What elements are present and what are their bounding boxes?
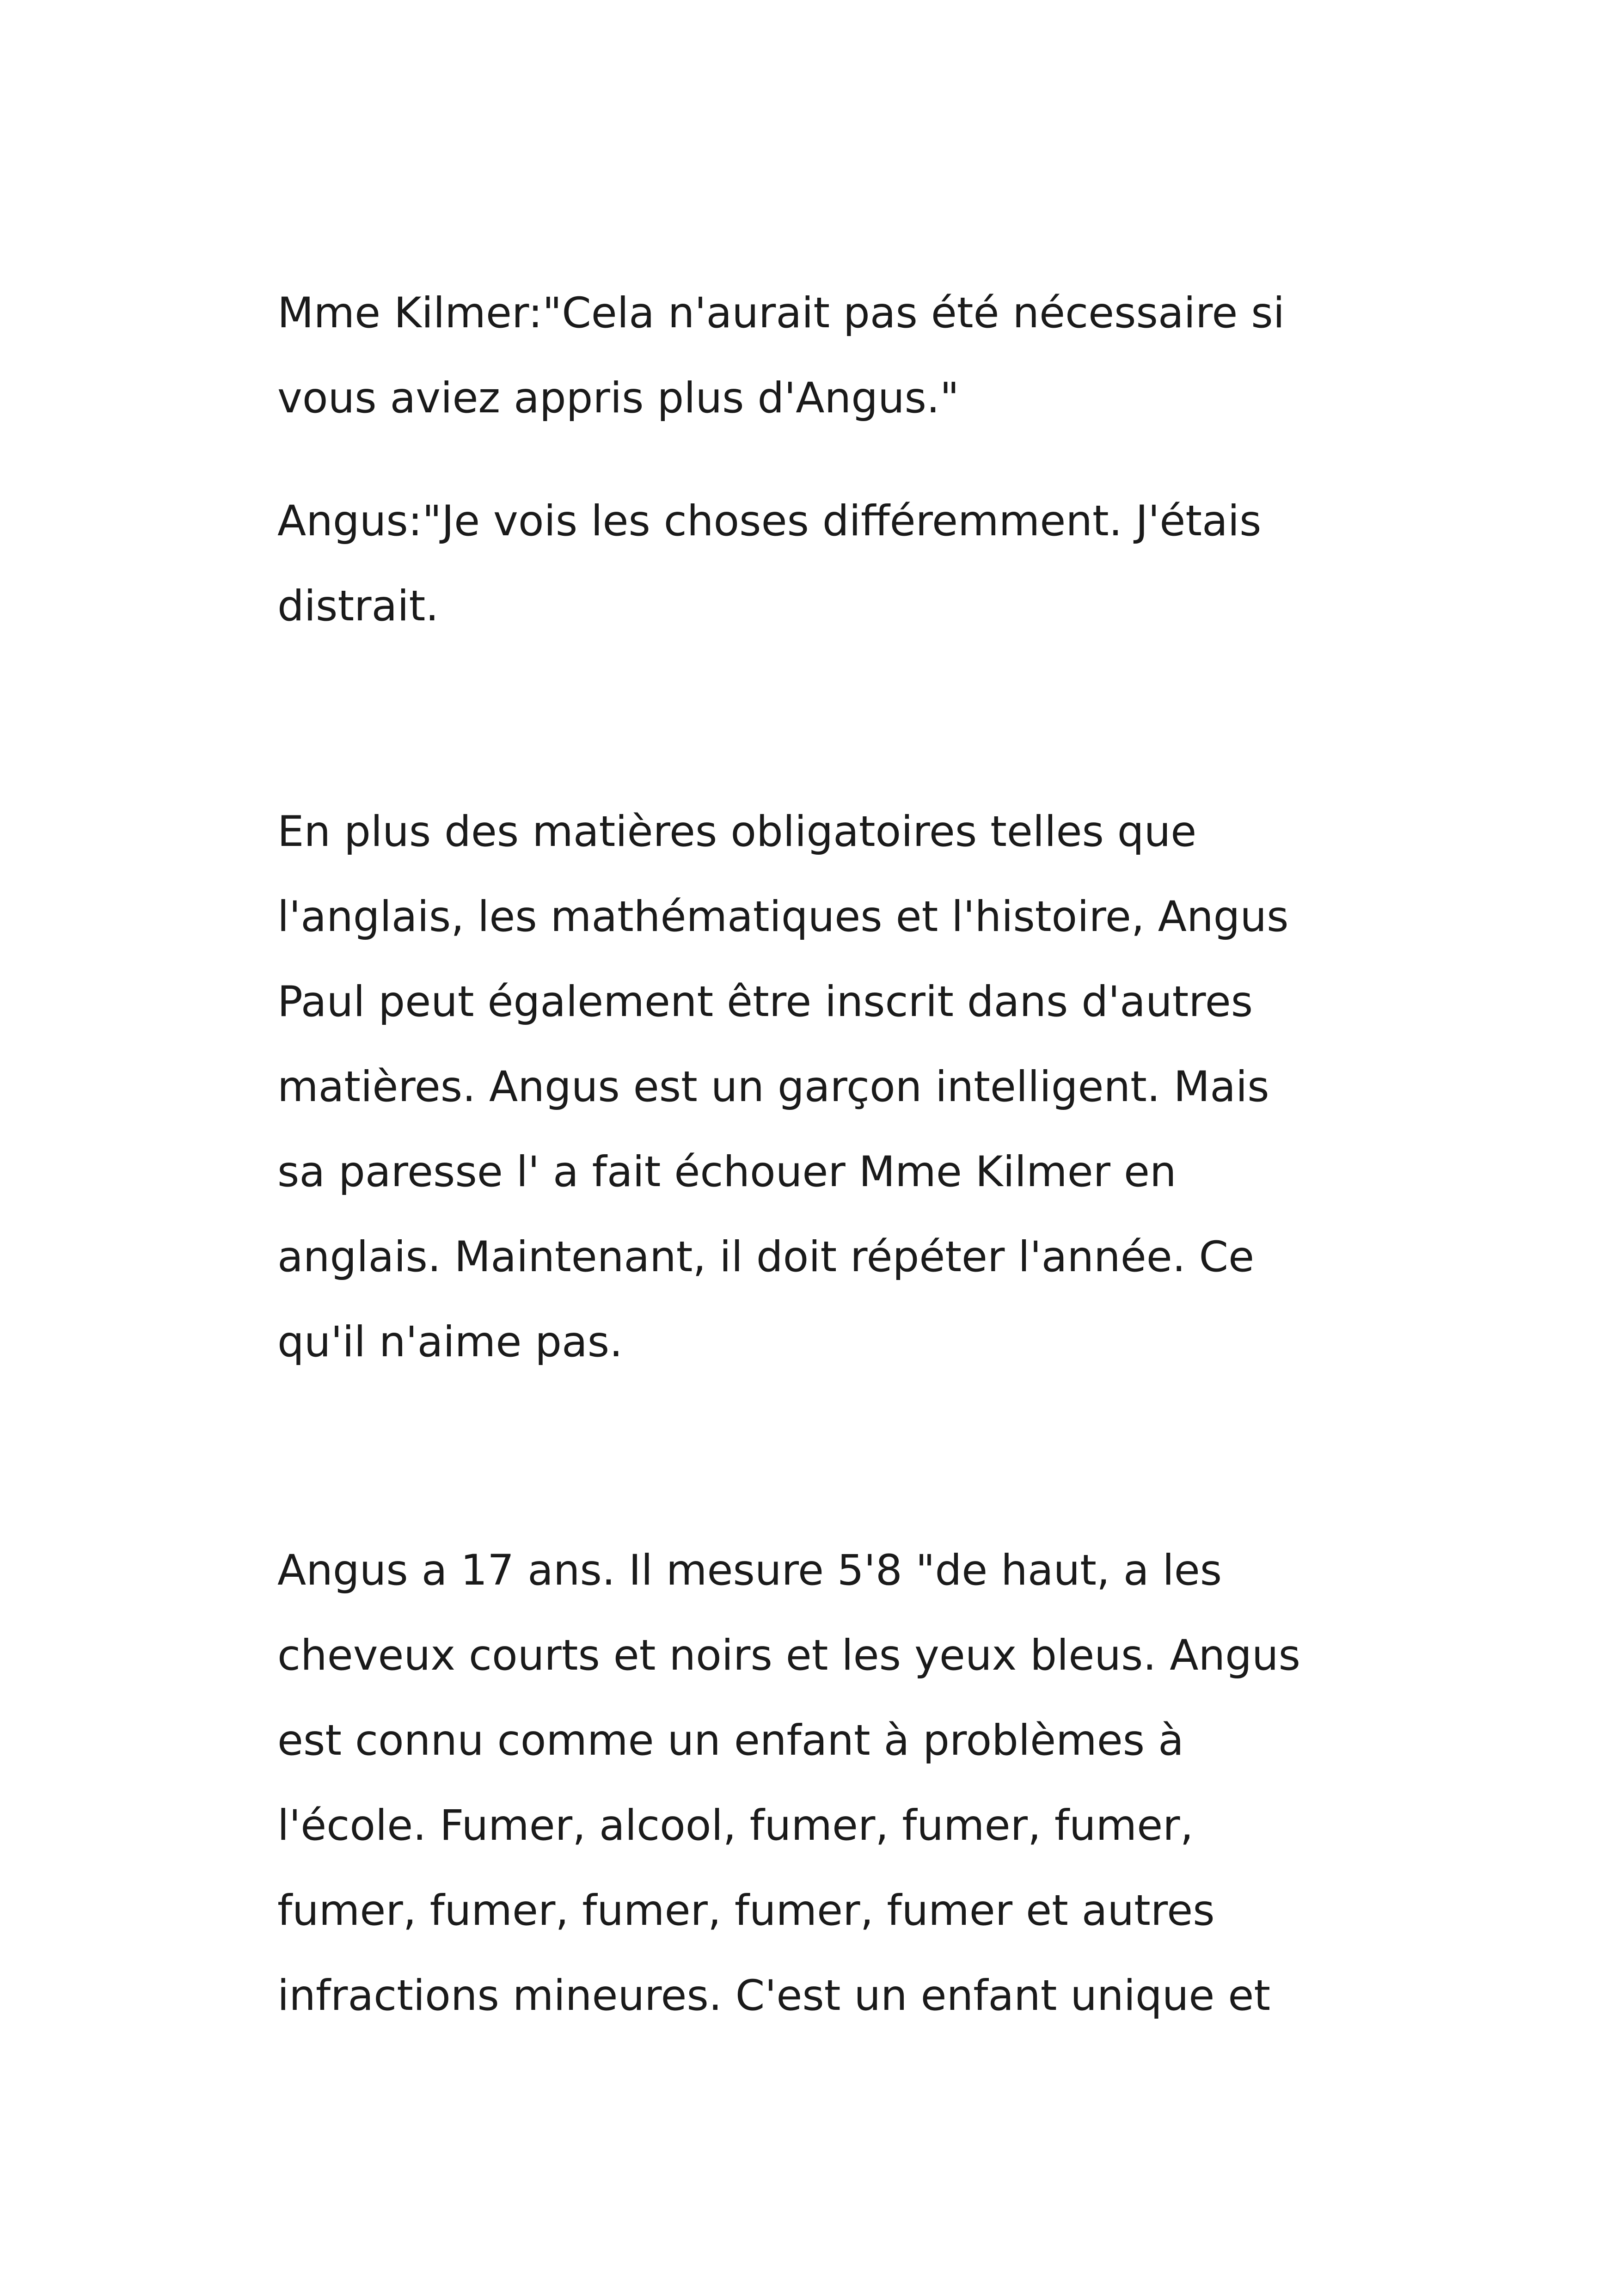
dialogue-paragraph-mme-kilmer — [277, 271, 1387, 441]
text-line: qu'il n'aime pas. — [277, 1318, 623, 1366]
narrative-paragraph-subjects — [277, 790, 1387, 1385]
text-line: sa paresse l' a fait échouer Mme Kilmer en — [277, 1148, 1177, 1196]
text-line: Paul peut également être inscrit dans d'autres — [277, 978, 1253, 1026]
text-line: l'école. Fumer, alcool, fumer, fumer, fumer, — [277, 1801, 1194, 1850]
text-line: En plus des matières obligatoires telles que — [277, 808, 1197, 856]
text-line: anglais. Maintenant, il doit répéter l'année. Ce — [277, 1233, 1255, 1281]
dialogue-paragraph-angus — [277, 479, 1387, 649]
text-line: Angus:"Je vois les choses différemment. J'étais — [277, 497, 1262, 545]
text-line: est connu comme un enfant à problèmes à — [277, 1716, 1184, 1765]
text-line: Mme Kilmer:"Cela n'aurait pas été nécessaire si — [277, 289, 1285, 337]
text-line: cheveux courts et noirs et les yeux bleus. Angus — [277, 1631, 1301, 1680]
text-line: infractions mineures. C'est un enfant unique et — [277, 1971, 1271, 2020]
text-line: fumer, fumer, fumer, fumer, fumer et autres — [277, 1886, 1215, 1935]
text-line: distrait. — [277, 582, 439, 631]
text-line: matières. Angus est un garçon intelligent. Mais — [277, 1063, 1269, 1111]
text-line: vous aviez appris plus d'Angus." — [277, 374, 959, 422]
text-line: Angus a 17 ans. Il mesure 5'8 "de haut, a les — [277, 1546, 1222, 1595]
text-line: l'anglais, les mathématiques et l'histoire, Angus — [277, 893, 1289, 941]
narrative-paragraph-description — [277, 1528, 1387, 2039]
